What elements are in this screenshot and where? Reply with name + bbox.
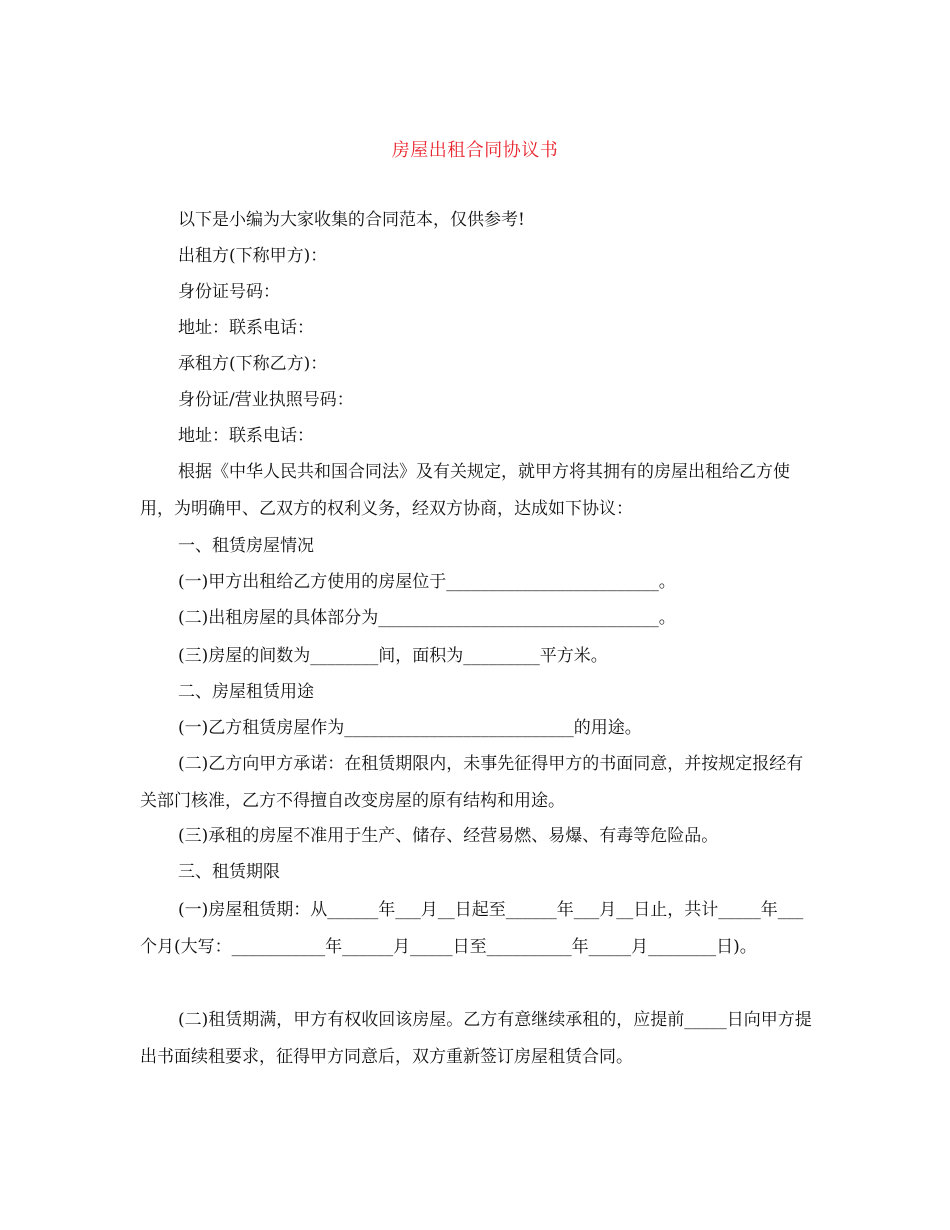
section-1-heading: 一、租赁房屋情况 — [178, 536, 314, 556]
section-2-item-2: (二)乙方向甲方承诺：在租赁期限内，未事先征得甲方的书面同意，并按规定报经有关部门核准，乙方不得擅自改变房屋的原有结构和用途。 — [140, 754, 804, 811]
section-3-item-1: (一)房屋租赁期：从______年___月__日起至______年___月__日止，共计_____年___个月(大写：___________年______月_____日至__________年_____月________日)。 — [140, 900, 804, 957]
section-1-item-1: (一)甲方出租给乙方使用的房屋位于_________________________。 — [178, 572, 676, 592]
section-3-heading: 三、租赁期限 — [178, 862, 280, 882]
section-1-item-2: (二)出租房屋的具体部分为_________________________________。 — [178, 608, 676, 628]
lessor-address-line: 地址：联系电话： — [178, 318, 314, 338]
intro-line: 以下是小编为大家收集的合同范本，仅供参考! — [178, 210, 525, 230]
lessor-id-line: 身份证号码： — [178, 282, 280, 302]
lessor-line: 出租方(下称甲方)： — [178, 246, 328, 266]
section-3-item-2: (二)租赁期满，甲方有权收回该房屋。乙方有意继续承租的，应提前_____日向甲方提出书面续租要求，征得甲方同意后，双方重新签订房屋租赁合同。 — [140, 1010, 812, 1067]
lessee-line: 承租方(下称乙方)： — [178, 354, 328, 374]
preamble-paragraph: 根据《中华人民共和国合同法》及有关规定，就甲方将其拥有的房屋出租给乙方使用，为明确甲、乙双方的权利义务，经双方协商，达成如下协议： — [140, 462, 790, 519]
lessee-address-line: 地址：联系电话： — [178, 426, 314, 446]
document-title: 房屋出租合同协议书 — [391, 140, 559, 161]
section-2-heading: 二、房屋租赁用途 — [178, 682, 314, 702]
section-2-item-3: (三)承租的房屋不准用于生产、储存、经营易燃、易爆、有毒等危险品。 — [178, 826, 719, 846]
section-2-item-1: (一)乙方租赁房屋作为___________________________的用途。 — [178, 718, 642, 738]
section-1-item-3: (三)房屋的间数为________间，面积为_________平方米。 — [178, 646, 608, 666]
lessee-id-line: 身份证/营业执照号码： — [178, 390, 354, 410]
